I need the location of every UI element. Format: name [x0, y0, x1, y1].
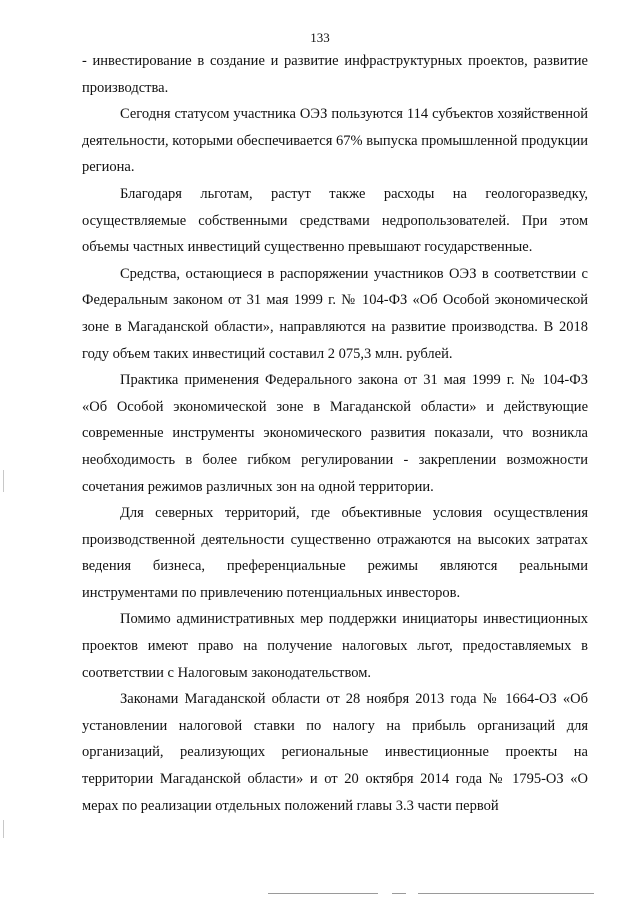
- paragraph-regional-laws: Законами Магаданской области от 28 ноября 2013 года № 1664-ОЗ «Об установлении налоговой ставки по налогу на прибыль организаций для организаций, реализующих региональные инвестиционные проекты на территории Магаданской области» и от 20 октября 2014 года № 1795-ОЗ «О мерах по реализации отдельных положений главы 3.3 части первой: [82, 691, 588, 814]
- footer-divider: [392, 893, 406, 894]
- page-number: 133: [310, 30, 330, 45]
- footer-divider: [418, 893, 594, 894]
- paragraph-geological-exploration: Благодаря льготам, растут также расходы на геологоразведку, осуществляемые собственными средствами недропользователей. При этом объемы частных инвестиций существенно превышают государственные.: [82, 185, 588, 256]
- footer-divider: [268, 893, 378, 894]
- paragraph-tax-benefits: Помимо административных мер поддержки инициаторы инвестиционных проектов имеют право на получение налоговых льгот, предоставляемых в соответствии с Налоговым законодательством.: [82, 611, 588, 681]
- paragraph-retained-funds: Средства, остающиеся в распоряжении участников ОЭЗ в соответствии с Федеральным законом от 31 мая 1999 г. № 104-ФЗ «Об Особой экономической зоне в Магаданской области», направляются на развитие производства. В 2018 году объем таких инвестиций составил 2 075,3 млн. рублей.: [82, 265, 588, 362]
- paragraph-northern-territories: Для северных территорий, где объективные условия осуществления производственной деятельности существенно отражаются на высоких затратах ведения бизнеса, преференциальные режимы являются реальными инструментами по привлечению потенциальных инвесторов.: [82, 505, 588, 601]
- document-body: [82, 48, 588, 819]
- paragraph-sez-participants: Сегодня статусом участника ОЭЗ пользуются 114 субъектов хозяйственной деятельности, которыми обеспечивается 67% выпуска промышленной продукции региона.: [82, 106, 588, 176]
- paragraph-law-practice: Практика применения Федерального закона от 31 мая 1999 г. № 104-ФЗ «Об Особой экономической зоне в Магаданской области» и действующие современные инструменты экономического развития показали, что возникла необходимость в более гибком регулировании - закреплении возможности сочетания режимов различных зон на одной территории.: [82, 372, 588, 495]
- paragraph-infrastructure-investment: - инвестирование в создание и развитие инфраструктурных проектов, развитие производства.: [82, 53, 588, 96]
- scan-edge-mark: [3, 820, 4, 838]
- scan-edge-mark: [3, 470, 4, 492]
